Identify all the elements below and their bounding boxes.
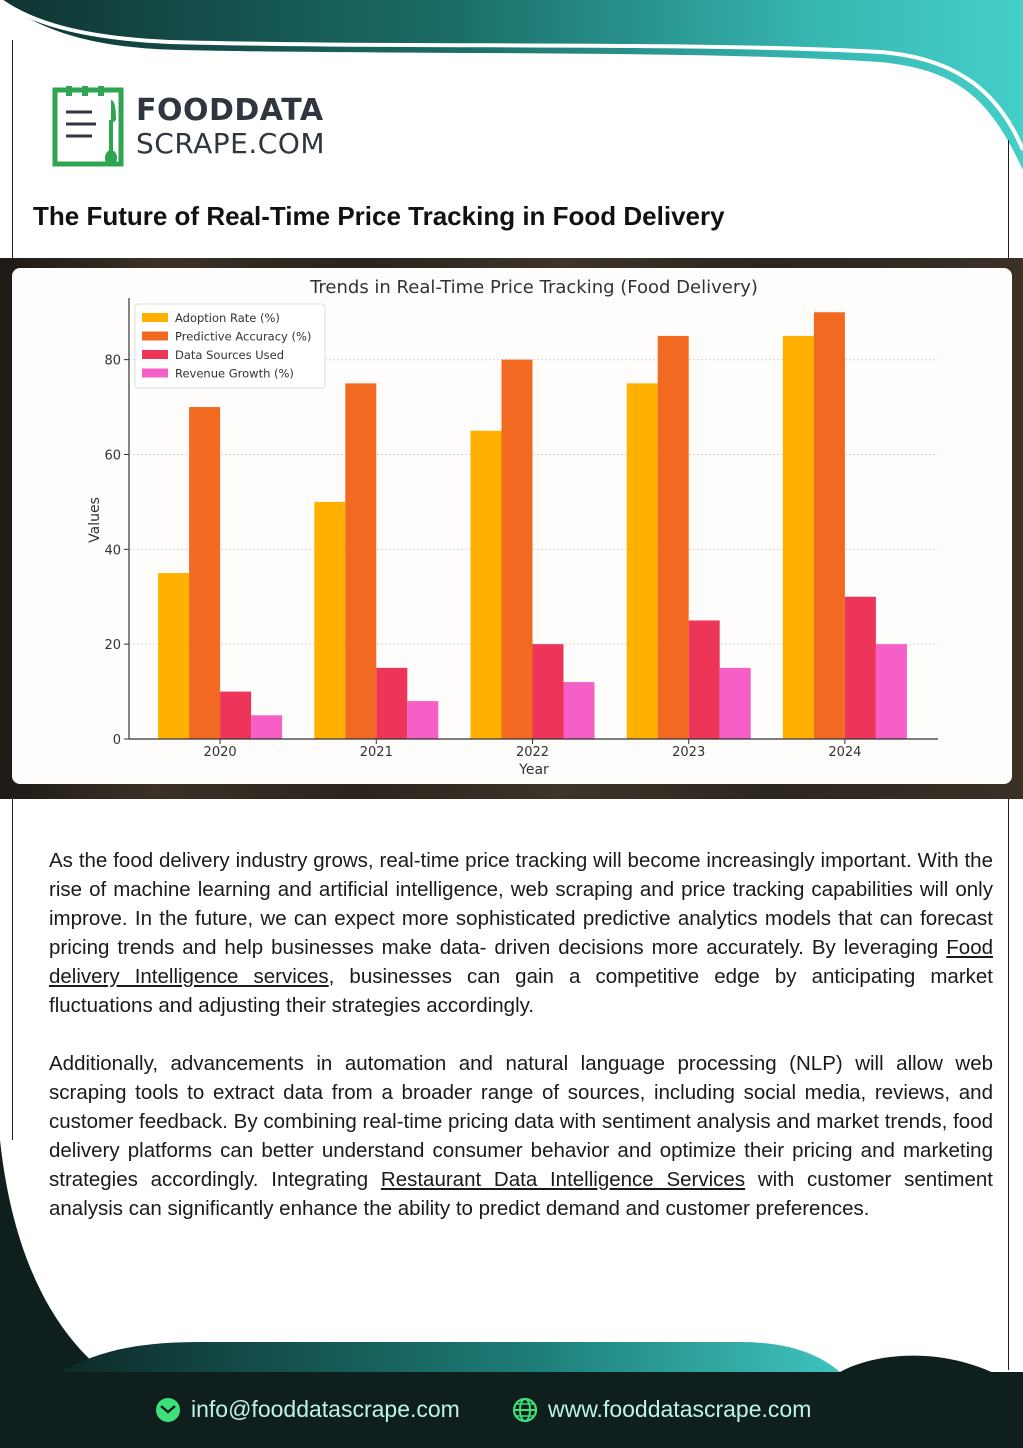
legend-swatch [142,313,168,322]
mail-icon [155,1397,181,1423]
bar [720,668,751,739]
y-tick-label: 40 [104,543,121,559]
paragraph-text: , businesses can gain a competitive edge by anticipating market fluctuations and adjusting their strategies accordingly. [49,965,993,1017]
y-tick-label: 20 [104,638,121,654]
bar [220,692,251,739]
bar [407,701,438,739]
footer-website[interactable] [512,1396,811,1423]
legend-label: Adoption Rate (%) [175,311,280,325]
legend-label: Data Sources Used [175,348,285,362]
y-axis-label: Values [87,497,103,543]
bar [814,312,845,739]
bar-chart [12,268,1012,784]
logo-wordmark-bottom: SCRAPE.COM [136,127,326,160]
bar [783,336,814,739]
email-text: info@fooddatascrape.com [191,1396,460,1422]
paragraph-text: Additionally, advancements in automation and natural language processing (NLP) will allow web scraping tools to extract data from a broader range of sources, including social media, reviews, and customer feedback. By combining real-time pricing data with sentiment analysis and market trends, food delivery platforms can better understand consumer behavior and optimize their pricing and marketing strategies accordingly. Integrating [49,1052,993,1191]
x-tick-label: 2021 [359,745,393,760]
bar [876,644,907,739]
website-text: www.fooddatascrape.com [548,1396,812,1422]
bar [502,360,533,739]
bar [376,668,407,739]
legend-swatch [142,369,168,378]
y-tick-label: 80 [104,353,121,369]
legend-label: Predictive Accuracy (%) [175,329,312,344]
legend-swatch [142,350,168,359]
bar [533,644,564,739]
bar [564,682,595,739]
logo-wordmark-top: FOODDATA [136,93,324,128]
restaurant-data-intelligence-link[interactable]: Restaurant Data Intelligence Services [380,1168,746,1191]
brand-logo[interactable] [52,86,325,168]
bar [471,431,502,739]
globe-icon [512,1397,538,1423]
x-tick-label: 2024 [828,745,862,760]
paragraph-future [49,846,993,1020]
bar [314,502,345,739]
chart-legend [135,304,325,388]
logo-icon [52,86,126,168]
legend-swatch [142,332,168,341]
chart-title: Trends in Real-Time Price Tracking (Food Delivery) [310,277,758,298]
y-tick-label: 60 [104,448,121,464]
food-delivery-intelligence-link[interactable]: Food delivery Intelligence services [49,936,993,988]
bar [658,336,689,739]
bar [158,573,189,739]
page-title: The Future of Real-Time Price Tracking in Food Delivery [33,201,725,231]
legend-label: Revenue Growth (%) [175,366,294,381]
bar [345,383,376,739]
bar [627,383,658,739]
paragraph-text: with customer sentiment analysis can significantly enhance the ability to predict demand and customer preferences. [49,1168,993,1220]
x-tick-label: 2023 [672,745,706,760]
y-tick-label: 0 [112,733,121,748]
bar [251,715,282,739]
x-tick-label: 2022 [515,745,550,760]
bar [189,407,220,739]
x-axis-label: Year [519,762,549,778]
bar [689,620,720,739]
bar [845,597,876,739]
x-tick-label: 2020 [203,745,237,760]
footer-email[interactable] [155,1396,460,1423]
paragraph-text: As the food delivery industry grows, real-time price tracking will become increasingly important. With the rise of machine learning and artificial intelligence, web scraping and price tracking capabilities will only improve. In the future, we can expect more sophisticated predictive analytics models that can forecast pricing trends and help businesses make data- driven decisions more accurately. By leveraging [49,849,993,959]
paragraph-nlp [49,1049,993,1223]
